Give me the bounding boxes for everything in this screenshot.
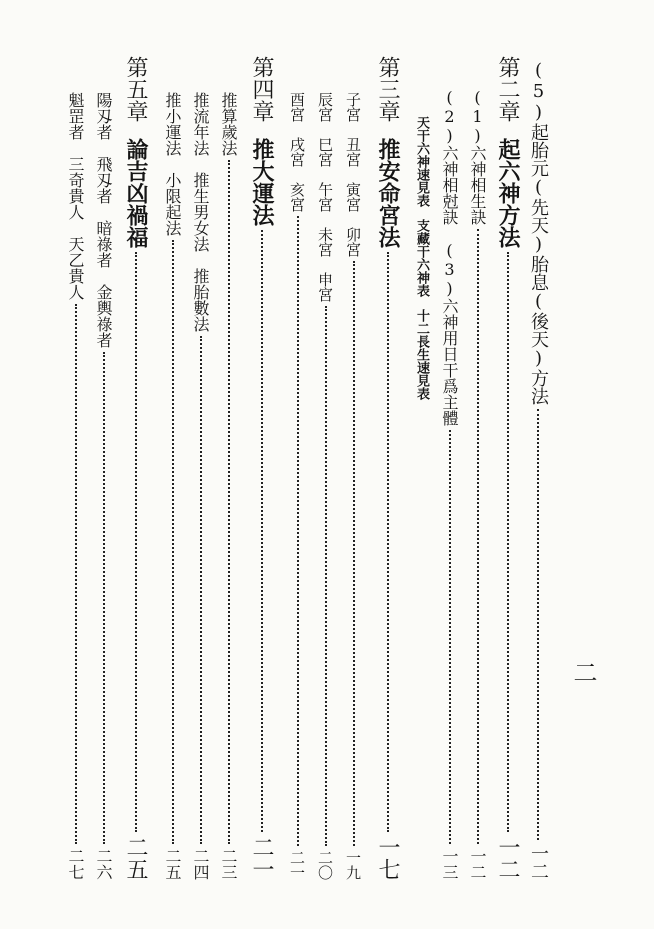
toc-line-c4-3 <box>161 92 184 880</box>
toc-page-number: 一七 <box>375 836 400 880</box>
toc-line-c5-2 <box>64 92 87 880</box>
toc-page-number: 二〇 <box>316 850 334 880</box>
toc-line-c3-2 <box>315 92 336 880</box>
leader-dots <box>449 430 451 844</box>
table-title-1: 天干六神速見表 <box>414 116 429 207</box>
chapter-heading: 第五章 <box>123 56 148 122</box>
toc-chapter-3 <box>372 56 403 880</box>
toc-entry-title: 推流年法 推生男女法 推胎數法 <box>191 92 210 332</box>
leader-dots <box>537 409 539 840</box>
page-number: 二 <box>569 660 597 684</box>
toc-entry-title: (2)六神相尅訣 (3)六神用日干爲主體 <box>440 88 459 426</box>
toc-entry-title: 辰宮 巳宮 午宮 未宮 申宮 <box>316 92 334 302</box>
chapter-heading: 第二章 <box>495 56 520 122</box>
toc-line-c4-1 <box>217 92 240 880</box>
toc-line-c2-2 <box>438 88 461 880</box>
toc-entry-title: (1)六神相生訣 <box>468 88 487 225</box>
toc-entry-title: (5)起胎元(先天)胎息(後天)方法 <box>528 60 549 405</box>
leader-dots <box>135 252 137 832</box>
toc-page-number: 二六 <box>94 848 113 880</box>
toc-line-c3-3 <box>287 92 308 880</box>
leader-dots <box>200 336 202 844</box>
toc-page-number: 二三 <box>219 848 238 880</box>
toc-chapter-5 <box>120 56 151 880</box>
chapter-title: 推安命宮法 <box>375 138 400 248</box>
leader-dots <box>228 160 230 844</box>
toc-line-c2-1 <box>466 88 489 880</box>
toc-page-number: 二七 <box>66 848 85 880</box>
toc-page-number: 二四 <box>191 848 210 880</box>
toc-entry-title: 子宮 丑宮 寅宮 卯宮 <box>344 92 362 257</box>
toc-page-number: 一二 <box>468 848 487 880</box>
toc-chapter-2 <box>492 56 523 880</box>
chapter-title: 論吉凶禍福 <box>123 138 148 248</box>
toc-page-number: 一九 <box>344 850 362 880</box>
toc-page-number: 二五 <box>123 836 148 880</box>
leader-dots <box>477 229 479 844</box>
leader-dots <box>261 230 263 832</box>
toc-line-c2-5 <box>525 60 551 880</box>
chapter-title: 推大運法 <box>249 138 274 226</box>
table-title-3: 十二長生速見表 <box>414 309 429 400</box>
chapter-heading: 第三章 <box>375 56 400 122</box>
toc-entry-title: 酉宮 戌宮 亥宮 <box>288 92 306 212</box>
leader-dots <box>172 240 174 844</box>
chapter-heading: 第四章 <box>249 56 274 122</box>
toc-entry-title: 推小運法 小限起法 <box>163 92 182 236</box>
toc-page-number: 一二 <box>528 844 549 880</box>
toc-line-tables <box>412 116 431 496</box>
toc-line-c5-1 <box>92 92 115 880</box>
toc-line-c3-1 <box>343 92 364 880</box>
toc-entry-title: 陽刄者 飛刄者 暗祿者 金輿祿者 <box>94 92 113 348</box>
leader-dots <box>297 216 299 846</box>
toc-page-number: 二一 <box>249 836 274 880</box>
toc-page-number: 二一 <box>288 850 306 880</box>
toc-entry-title: 推算歲法 <box>219 92 238 156</box>
leader-dots <box>507 252 509 832</box>
leader-dots <box>75 304 77 844</box>
chapter-title: 起六神方法 <box>495 138 520 248</box>
toc-page-number: 二五 <box>163 848 182 880</box>
leader-dots <box>353 261 355 846</box>
toc-page-number: 一三 <box>440 848 459 880</box>
table-title-2: 支藏干六神表 <box>414 219 429 297</box>
toc-line-c4-2 <box>189 92 212 880</box>
toc-page-number: 一二 <box>495 836 520 880</box>
leader-dots <box>103 352 105 844</box>
toc-entry-title: 魁罡者 三奇貴人 天乙貴人 <box>66 92 85 300</box>
toc-chapter-4 <box>246 56 277 880</box>
leader-dots <box>387 252 389 832</box>
leader-dots <box>325 306 327 846</box>
